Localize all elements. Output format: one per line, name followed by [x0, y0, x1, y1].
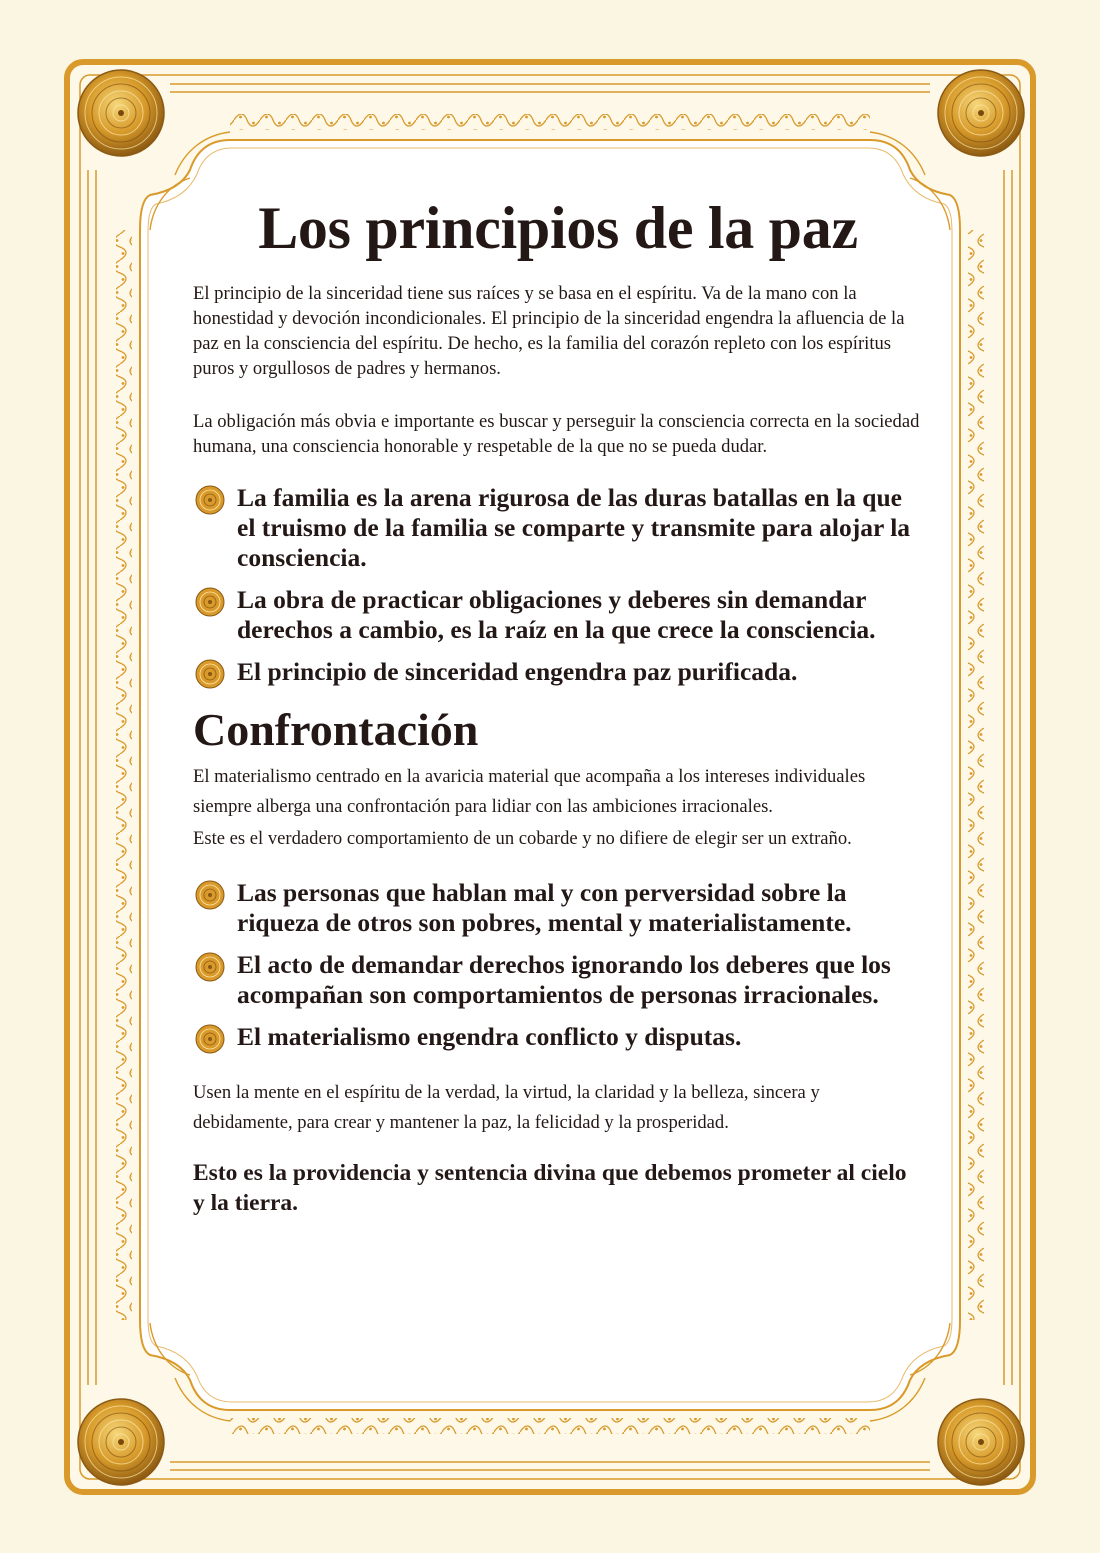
list-item-text: La obra de practicar obligaciones y deberes sin demandar derechos a cambio, es la raíz en la que crece la consciencia. [237, 585, 876, 644]
list-item-text: El acto de demandar derechos ignorando los deberes que los acompañan son comportamientos de personas irracionales. [237, 949, 891, 1009]
section-title: Confrontación [193, 704, 479, 755]
list-item-text: El materialismo engendra conflicto y disputas. [237, 1021, 742, 1051]
corner-medallion-top-right-icon [938, 70, 1024, 156]
gold-medallion-icon [195, 485, 225, 515]
gold-medallion-icon [195, 952, 225, 982]
document-content [193, 195, 923, 1218]
gold-medallion-icon [195, 1024, 225, 1054]
principles-list [193, 483, 923, 687]
closing-statement: Esto es la providencia y sentencia divina que debemos prometer al cielo y la tierra. [193, 1159, 907, 1216]
confrontation-list [193, 878, 923, 1052]
list-item-text: Las personas que hablan mal y con perversidad sobre la riqueza de otros son pobres, mental y materialistamente. [237, 877, 852, 937]
intro-paragraph-2: La obligación más obvia e importante es buscar y perseguir la consciencia correcta en la sociedad humana, una consciencia honorable y respetable de la que no se pueda dudar. [193, 411, 920, 457]
intro-paragraph-1: El principio de la sinceridad tiene sus raíces y se basa en el espíritu. Va de la mano con la honestidad y devoción incondicionales. El principio de la sinceridad engendra la afluencia de la paz en la consciencia del espíritu. De hecho, es la familia del corazón repleto con los espíritus puros y orgullosos de padres y hermanos. [193, 283, 905, 379]
gold-medallion-icon [195, 659, 225, 689]
corner-medallion-bottom-right-icon [938, 1399, 1024, 1485]
list-item [193, 878, 923, 938]
list-item [193, 657, 923, 687]
section-paragraph-1: El materialismo centrado en la avaricia material que acompaña a los intereses individuales siempre alberga una confrontación para lidiar con las ambiciones irracionales. [193, 765, 866, 817]
list-item [193, 1022, 923, 1052]
list-item-text: La familia es la arena rigurosa de las duras batallas en la que el truismo de la familia se comparte y transmite para alojar la consciencia. [237, 483, 911, 572]
list-item-text: El principio de sinceridad engendra paz purificada. [237, 657, 798, 686]
corner-medallion-bottom-left-icon [78, 1399, 164, 1485]
corner-medallion-top-left-icon [78, 70, 164, 156]
gold-medallion-icon [195, 880, 225, 910]
list-item [193, 483, 923, 573]
list-item [193, 950, 923, 1010]
section-paragraph-2: Este es el verdadero comportamiento de un cobarde y no difiere de elegir ser un extraño. [193, 827, 852, 849]
page-title: Los principios de la paz [258, 195, 858, 261]
gold-medallion-icon [195, 587, 225, 617]
list-item [193, 585, 923, 645]
closing-paragraph: Usen la mente en el espíritu de la verdad, la virtud, la claridad y la belleza, sincera y debidamente, para crear y mantener la paz, la felicidad y la prosperidad. [193, 1081, 820, 1133]
